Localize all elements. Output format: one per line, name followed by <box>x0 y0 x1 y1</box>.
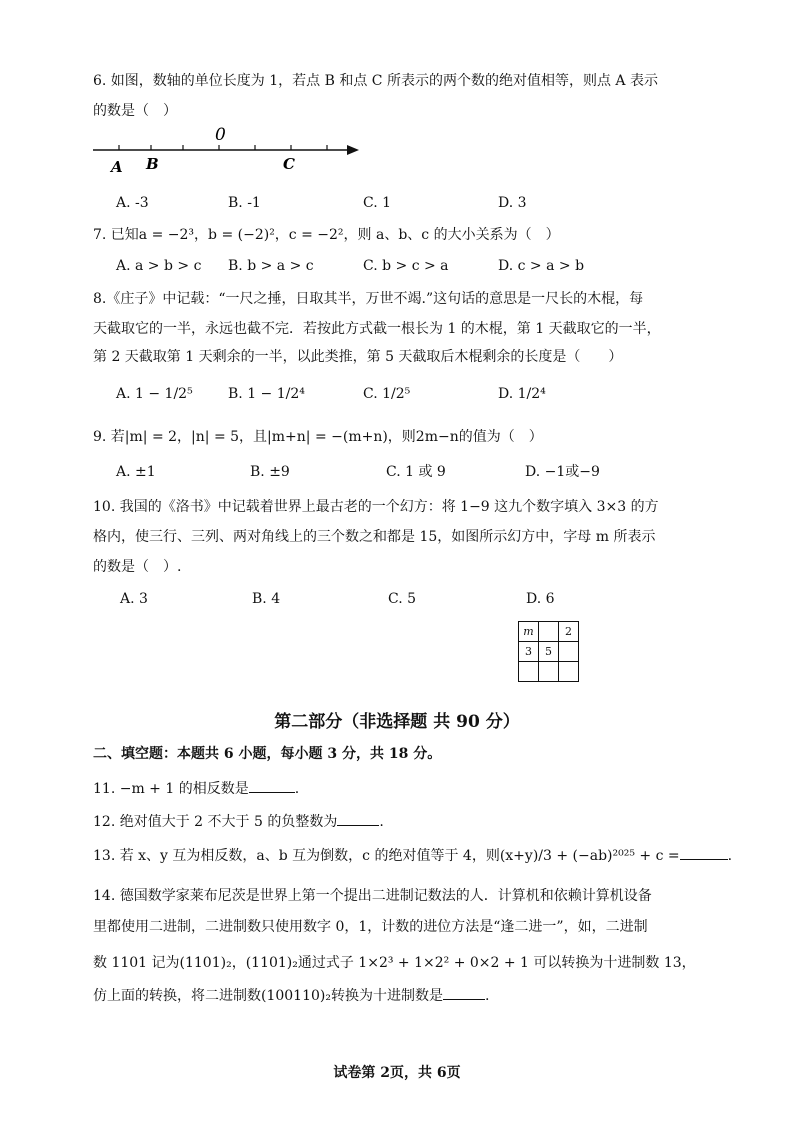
magic-square-cell: m <box>519 622 539 642</box>
q12-row <box>93 811 384 832</box>
q9-stem: 9. 若|m| = 2，|n| = 5，且|m+n| = −(m+n)，则2m−n的值为（ ） <box>93 429 543 445</box>
point-a-label: A <box>111 158 123 176</box>
q7-stem: 7. 已知a = −2³，b = (−2)²，c = −2²，则 a、b、c 的大小关系为（ ） <box>93 227 560 243</box>
q6-stem-line2: 的数是（ ） <box>93 103 177 119</box>
q10-stem-line3: 的数是（ ）. <box>93 559 182 575</box>
q14-row <box>93 985 489 1006</box>
q11-answer-blank[interactable] <box>249 778 295 793</box>
q10-stem-line1: 10. 我国的《洛书》中记载着世界上最古老的一个幻方：将 1−9 这九个数字填入 3×3 的方 <box>93 499 659 515</box>
q8-option-a: A. 1 − 1/2⁵ <box>116 386 193 402</box>
magic-square-cell <box>539 662 559 682</box>
q13-stem: 13. 若 x、y 互为相反数，a、b 互为倒数，c 的绝对值等于 4，则(x+y)/3 + (−ab)²⁰²⁵ + c = <box>93 848 680 864</box>
q7-option-d: D. c > a > b <box>498 258 585 274</box>
q8-stem-line2: 天截取它的一半，永远也截不完．若按此方式截一根长为 1 的木棍，第 1 天截取它的一半， <box>93 321 661 337</box>
q14-stem-line2: 里都使用二进制，二进制数只使用数字 0，1，计数的进位方法是“逢二进一”，如，二进制 <box>93 919 648 935</box>
q14-stem-line3: 数 1101 记为(1101)₂，(1101)₂通过式子 1×2³ + 1×2² + 0×2 + 1 可以转换为十进制数 13， <box>93 955 696 971</box>
magic-square-cell <box>519 662 539 682</box>
q8-option-d: D. 1/2⁴ <box>498 386 546 402</box>
q10-stem-line2: 格内，使三行、三列、两对角线上的三个数之和都是 15，如图所示幻方中，字母 m 所表示 <box>93 529 656 545</box>
q10-option-a: A. 3 <box>120 591 148 607</box>
q9-option-b: B. ±9 <box>250 464 290 480</box>
number-line-arrow <box>347 145 359 155</box>
q9-option-a: A. ±1 <box>116 464 156 480</box>
q7-option-c: C. b > c > a <box>363 258 449 274</box>
q14-stem-line1: 14. 德国数学家莱布尼茨是世界上第一个提出二进制记数法的人．计算机和依赖计算机设备 <box>93 888 652 904</box>
q8-stem-line3: 第 2 天截取第 1 天剩余的一半，以此类推，第 5 天截取后木棍剩余的长度是（ ） <box>93 349 623 365</box>
q7-option-b: B. b > a > c <box>228 258 314 274</box>
q10-option-b: B. 4 <box>252 591 281 607</box>
q8-option-c: C. 1/2⁵ <box>363 386 411 402</box>
q6-stem-line1: 6. 如图，数轴的单位长度为 1，若点 B 和点 C 所表示的两个数的绝对值相等，则点 A 表示 <box>93 73 658 89</box>
q11-end: . <box>294 781 300 797</box>
q9-option-d: D. −1或−9 <box>525 464 600 480</box>
point-c-label: C <box>283 155 295 173</box>
q13-end: . <box>727 848 733 864</box>
magic-square-row <box>519 662 579 682</box>
q9-option-c: C. 1 或 9 <box>386 464 446 480</box>
q12-end: . <box>379 814 384 830</box>
magic-square-cell: 5 <box>539 642 559 662</box>
magic-square-cell <box>539 622 559 642</box>
fill-in-heading: 二、填空题：本题共 6 小题，每小题 3 分，共 18 分。 <box>93 746 442 762</box>
q7-option-a: A. a > b > c <box>116 258 202 274</box>
magic-square-row <box>519 622 579 642</box>
magic-square-grid <box>518 621 579 682</box>
q13-row <box>93 845 732 866</box>
q12-answer-blank[interactable] <box>337 811 379 826</box>
magic-square-cell <box>559 662 579 682</box>
q11-stem: 11. −m + 1 的相反数是 <box>93 781 249 797</box>
q10-option-c: C. 5 <box>388 591 417 607</box>
zero-label: 0 <box>215 125 226 145</box>
part2-title: 第二部分（非选择题 共 90 分） <box>274 712 520 732</box>
magic-square-cell: 2 <box>559 622 579 642</box>
q13-answer-blank[interactable] <box>680 845 728 860</box>
magic-square-row <box>519 642 579 662</box>
q11-row <box>93 778 299 799</box>
magic-square-cell <box>559 642 579 662</box>
q8-option-b: B. 1 − 1/2⁴ <box>228 386 305 402</box>
q14-answer-blank[interactable] <box>443 985 485 1000</box>
q14-end: . <box>484 988 490 1004</box>
point-b-label: B <box>146 155 159 173</box>
q6-option-d: D. 3 <box>498 195 527 211</box>
q6-option-c: C. 1 <box>363 195 392 211</box>
q6-option-a: A. -3 <box>116 195 149 211</box>
number-line-figure <box>93 118 373 178</box>
page-footer: 试卷第 2页，共 6页 <box>333 1065 461 1081</box>
magic-square-cell: 3 <box>519 642 539 662</box>
q12-stem: 12. 绝对值大于 2 不大于 5 的负整数为 <box>93 814 338 830</box>
q6-option-b: B. -1 <box>228 195 261 211</box>
q8-stem-line1: 8.《庄子》中记载：“一尺之捶，日取其半，万世不竭.”这句话的意思是一尺长的木棍，每 <box>93 291 644 307</box>
q10-option-d: D. 6 <box>526 591 555 607</box>
q14-stem-line4: 仿上面的转换，将二进制数(100110)₂转换为十进制数是 <box>93 988 443 1004</box>
